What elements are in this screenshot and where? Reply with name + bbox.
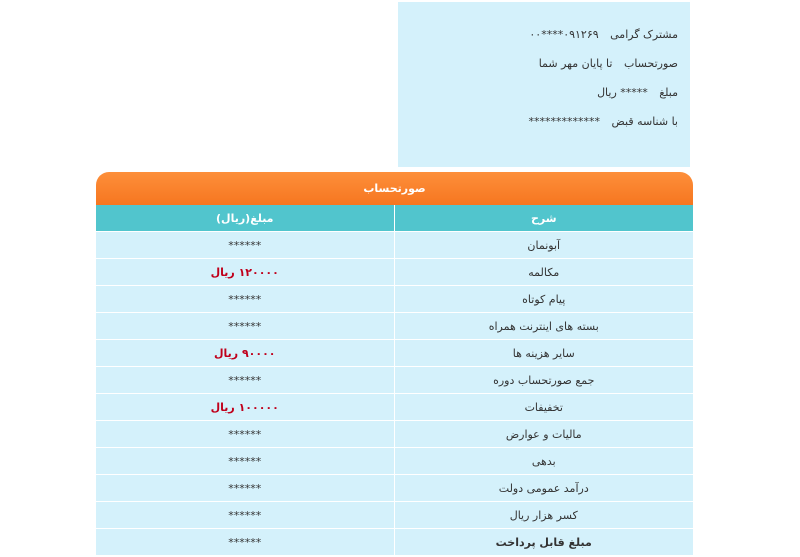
table-row — [96, 232, 693, 259]
sms-bill-id-value: ************* — [528, 115, 601, 128]
row-description: بسته های اینترنت همراه — [394, 313, 693, 340]
table-row — [96, 502, 693, 529]
row-amount: ****** — [96, 286, 394, 313]
sms-subscriber-label: مشترک گرامی — [610, 28, 678, 41]
column-header-amount: مبلغ(ریال) — [96, 205, 394, 232]
row-amount: ****** — [96, 448, 394, 475]
row-description: آبونمان — [394, 232, 693, 259]
row-description: مالیات و عوارض — [394, 421, 693, 448]
sms-amount-label: مبلغ — [659, 86, 678, 99]
table-row-total — [96, 529, 693, 556]
sms-bill-id-label: با شناسه قبض — [611, 115, 678, 128]
row-amount: ****** — [96, 313, 394, 340]
sms-line-subscriber — [408, 28, 678, 41]
row-amount: ****** — [96, 421, 394, 448]
row-amount: ****** — [96, 232, 394, 259]
table-row — [96, 475, 693, 502]
row-amount: ****** — [96, 475, 394, 502]
bill-title: صورتحساب — [96, 172, 693, 205]
sms-bill-label: صورتحساب — [623, 57, 678, 70]
row-amount: ۹۰۰۰۰ ریال — [96, 340, 394, 367]
sms-line-bill — [408, 57, 678, 70]
table-row — [96, 448, 693, 475]
row-description: پیام کوتاه — [394, 286, 693, 313]
sms-message-box — [398, 2, 690, 167]
row-amount: ****** — [96, 367, 394, 394]
sms-bill-period: تا پایان مهر شما — [538, 57, 613, 70]
row-amount: ۱۰۰۰۰۰ ریال — [96, 394, 394, 421]
row-description: درآمد عمومی دولت — [394, 475, 693, 502]
table-row — [96, 286, 693, 313]
table-row — [96, 259, 693, 286]
row-description: سایر هزینه ها — [394, 340, 693, 367]
row-description: بدهی — [394, 448, 693, 475]
table-row — [96, 340, 693, 367]
column-header-description: شرح — [394, 205, 693, 232]
row-amount: ****** — [96, 502, 394, 529]
row-description: کسر هزار ریال — [394, 502, 693, 529]
sms-line-bill-id — [408, 115, 678, 128]
sms-phone-number: ۰۹۱۲۶۹****۰۰ — [529, 28, 599, 41]
row-description: مکالمه — [394, 259, 693, 286]
table-row — [96, 394, 693, 421]
table-row — [96, 421, 693, 448]
sms-line-amount — [408, 86, 678, 99]
row-amount: ۱۲۰۰۰۰ ریال — [96, 259, 394, 286]
row-description: تخفیفات — [394, 394, 693, 421]
row-description-total: مبلغ قابل پرداخت — [394, 529, 693, 556]
table-row — [96, 367, 693, 394]
table-row — [96, 313, 693, 340]
bill-panel — [96, 172, 693, 555]
bill-table — [96, 205, 693, 555]
bill-table-header-row — [96, 205, 693, 232]
row-description: جمع صورتحساب دوره — [394, 367, 693, 394]
row-amount-total: ****** — [96, 529, 394, 556]
sms-amount-value: ***** ریال — [597, 86, 648, 99]
